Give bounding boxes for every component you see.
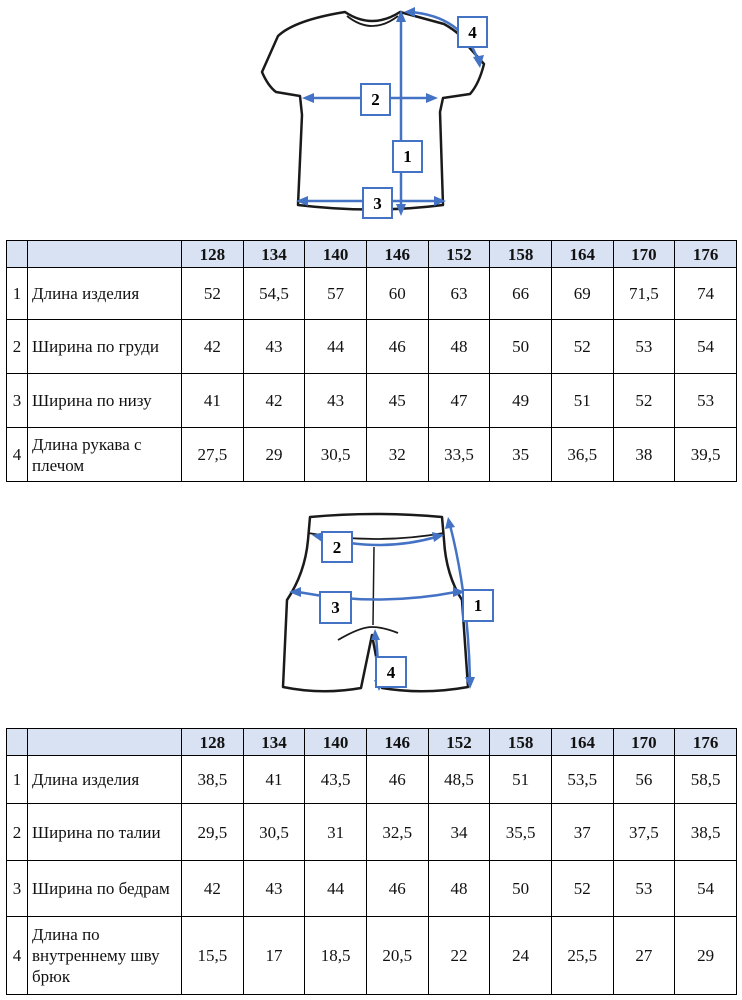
size-value: 39,5 bbox=[675, 428, 737, 482]
size-value: 20,5 bbox=[366, 917, 428, 995]
svg-text:1: 1 bbox=[473, 596, 483, 615]
shorts-diagram bbox=[0, 505, 742, 705]
svg-text:3: 3 bbox=[373, 194, 382, 213]
header-row bbox=[7, 729, 737, 756]
measure-name: Ширина по талии bbox=[28, 804, 182, 861]
svg-text:4: 4 bbox=[386, 663, 396, 682]
size-value: 50 bbox=[490, 861, 552, 917]
size-value: 50 bbox=[490, 320, 552, 374]
size-value: 29,5 bbox=[182, 804, 244, 861]
table-row bbox=[7, 917, 737, 995]
header-row bbox=[7, 241, 737, 268]
svg-text:4: 4 bbox=[468, 23, 477, 42]
marker-box-1 bbox=[393, 141, 422, 172]
marker-box-4 bbox=[376, 657, 406, 687]
measure-name: Длина изделия bbox=[28, 268, 182, 320]
size-value: 29 bbox=[243, 428, 305, 482]
size-value: 48 bbox=[428, 320, 490, 374]
marker-box-4 bbox=[458, 17, 487, 47]
measure-name: Длина изделия bbox=[28, 756, 182, 804]
size-value: 66 bbox=[490, 268, 552, 320]
size-value: 74 bbox=[675, 268, 737, 320]
size-value: 45 bbox=[366, 374, 428, 428]
size-value: 24 bbox=[490, 917, 552, 995]
size-header: 134 bbox=[243, 241, 305, 268]
size-value: 46 bbox=[366, 320, 428, 374]
size-header: 146 bbox=[366, 729, 428, 756]
size-value: 46 bbox=[366, 756, 428, 804]
size-value: 63 bbox=[428, 268, 490, 320]
row-number: 4 bbox=[7, 428, 28, 482]
shorts-size-table bbox=[6, 728, 737, 995]
size-value: 41 bbox=[182, 374, 244, 428]
size-value: 15,5 bbox=[182, 917, 244, 995]
size-value: 54 bbox=[675, 861, 737, 917]
measure-name: Ширина по низу bbox=[28, 374, 182, 428]
size-value: 42 bbox=[182, 861, 244, 917]
size-value: 51 bbox=[551, 374, 613, 428]
size-value: 52 bbox=[551, 320, 613, 374]
size-value: 52 bbox=[613, 374, 675, 428]
size-value: 69 bbox=[551, 268, 613, 320]
size-value: 37,5 bbox=[613, 804, 675, 861]
size-value: 37 bbox=[551, 804, 613, 861]
size-value: 44 bbox=[305, 320, 367, 374]
size-value: 60 bbox=[366, 268, 428, 320]
size-value: 38 bbox=[613, 428, 675, 482]
size-value: 30,5 bbox=[243, 804, 305, 861]
size-value: 36,5 bbox=[551, 428, 613, 482]
row-number: 1 bbox=[7, 268, 28, 320]
svg-text:2: 2 bbox=[332, 538, 342, 557]
table-row bbox=[7, 268, 737, 320]
size-value: 51 bbox=[490, 756, 552, 804]
row-number: 3 bbox=[7, 861, 28, 917]
size-value: 27,5 bbox=[182, 428, 244, 482]
size-header: 146 bbox=[366, 241, 428, 268]
header-index-cell bbox=[7, 241, 28, 268]
size-value: 35,5 bbox=[490, 804, 552, 861]
size-header: 134 bbox=[243, 729, 305, 756]
size-value: 38,5 bbox=[675, 804, 737, 861]
size-value: 57 bbox=[305, 268, 367, 320]
table-row bbox=[7, 374, 737, 428]
size-value: 43,5 bbox=[305, 756, 367, 804]
header-name-cell bbox=[28, 729, 182, 756]
size-value: 31 bbox=[305, 804, 367, 861]
size-value: 52 bbox=[551, 861, 613, 917]
measure-name: Длина рукава с плечом bbox=[28, 428, 182, 482]
size-header: 140 bbox=[305, 729, 367, 756]
size-value: 25,5 bbox=[551, 917, 613, 995]
size-value: 27 bbox=[613, 917, 675, 995]
table-row bbox=[7, 861, 737, 917]
size-header: 152 bbox=[428, 729, 490, 756]
size-value: 54,5 bbox=[243, 268, 305, 320]
table-row bbox=[7, 804, 737, 861]
size-value: 52 bbox=[182, 268, 244, 320]
size-header: 170 bbox=[613, 729, 675, 756]
size-header: 158 bbox=[490, 241, 552, 268]
marker-box-1 bbox=[463, 590, 493, 621]
marker-box-2 bbox=[322, 532, 352, 562]
size-value: 42 bbox=[182, 320, 244, 374]
header-index-cell bbox=[7, 729, 28, 756]
size-value: 17 bbox=[243, 917, 305, 995]
size-value: 32 bbox=[366, 428, 428, 482]
size-value: 53 bbox=[675, 374, 737, 428]
svg-text:2: 2 bbox=[371, 90, 380, 109]
size-value: 56 bbox=[613, 756, 675, 804]
marker-box-3 bbox=[363, 188, 392, 218]
size-value: 43 bbox=[243, 861, 305, 917]
size-header: 128 bbox=[182, 729, 244, 756]
size-value: 46 bbox=[366, 861, 428, 917]
size-value: 49 bbox=[490, 374, 552, 428]
size-value: 71,5 bbox=[613, 268, 675, 320]
tshirt-size-table bbox=[6, 240, 737, 482]
size-header: 164 bbox=[551, 729, 613, 756]
size-header: 152 bbox=[428, 241, 490, 268]
size-header: 158 bbox=[490, 729, 552, 756]
table-row bbox=[7, 756, 737, 804]
table-row bbox=[7, 320, 737, 374]
size-value: 18,5 bbox=[305, 917, 367, 995]
size-header: 176 bbox=[675, 729, 737, 756]
size-value: 29 bbox=[675, 917, 737, 995]
marker-box-3 bbox=[320, 592, 351, 623]
row-number: 3 bbox=[7, 374, 28, 428]
size-value: 58,5 bbox=[675, 756, 737, 804]
measure-name: Ширина по бедрам bbox=[28, 861, 182, 917]
size-header: 128 bbox=[182, 241, 244, 268]
row-number: 2 bbox=[7, 320, 28, 374]
size-value: 53 bbox=[613, 320, 675, 374]
size-value: 44 bbox=[305, 861, 367, 917]
tshirt-diagram bbox=[0, 0, 742, 230]
marker-box-2 bbox=[361, 84, 390, 115]
size-header: 164 bbox=[551, 241, 613, 268]
size-value: 33,5 bbox=[428, 428, 490, 482]
size-value: 43 bbox=[305, 374, 367, 428]
size-value: 35 bbox=[490, 428, 552, 482]
size-header: 140 bbox=[305, 241, 367, 268]
size-value: 53 bbox=[613, 861, 675, 917]
svg-text:1: 1 bbox=[403, 147, 412, 166]
size-value: 43 bbox=[243, 320, 305, 374]
size-value: 42 bbox=[243, 374, 305, 428]
measure-name: Ширина по груди bbox=[28, 320, 182, 374]
size-header: 170 bbox=[613, 241, 675, 268]
size-value: 38,5 bbox=[182, 756, 244, 804]
size-value: 48,5 bbox=[428, 756, 490, 804]
size-value: 41 bbox=[243, 756, 305, 804]
size-value: 32,5 bbox=[366, 804, 428, 861]
size-value: 34 bbox=[428, 804, 490, 861]
size-value: 48 bbox=[428, 861, 490, 917]
size-value: 47 bbox=[428, 374, 490, 428]
measure-name: Длина по внутреннему шву брюк bbox=[28, 917, 182, 995]
row-number: 1 bbox=[7, 756, 28, 804]
size-header: 176 bbox=[675, 241, 737, 268]
row-number: 4 bbox=[7, 917, 28, 995]
row-number: 2 bbox=[7, 804, 28, 861]
svg-text:3: 3 bbox=[331, 598, 340, 617]
size-value: 53,5 bbox=[551, 756, 613, 804]
table-row bbox=[7, 428, 737, 482]
header-name-cell bbox=[28, 241, 182, 268]
size-value: 22 bbox=[428, 917, 490, 995]
size-value: 30,5 bbox=[305, 428, 367, 482]
size-value: 54 bbox=[675, 320, 737, 374]
